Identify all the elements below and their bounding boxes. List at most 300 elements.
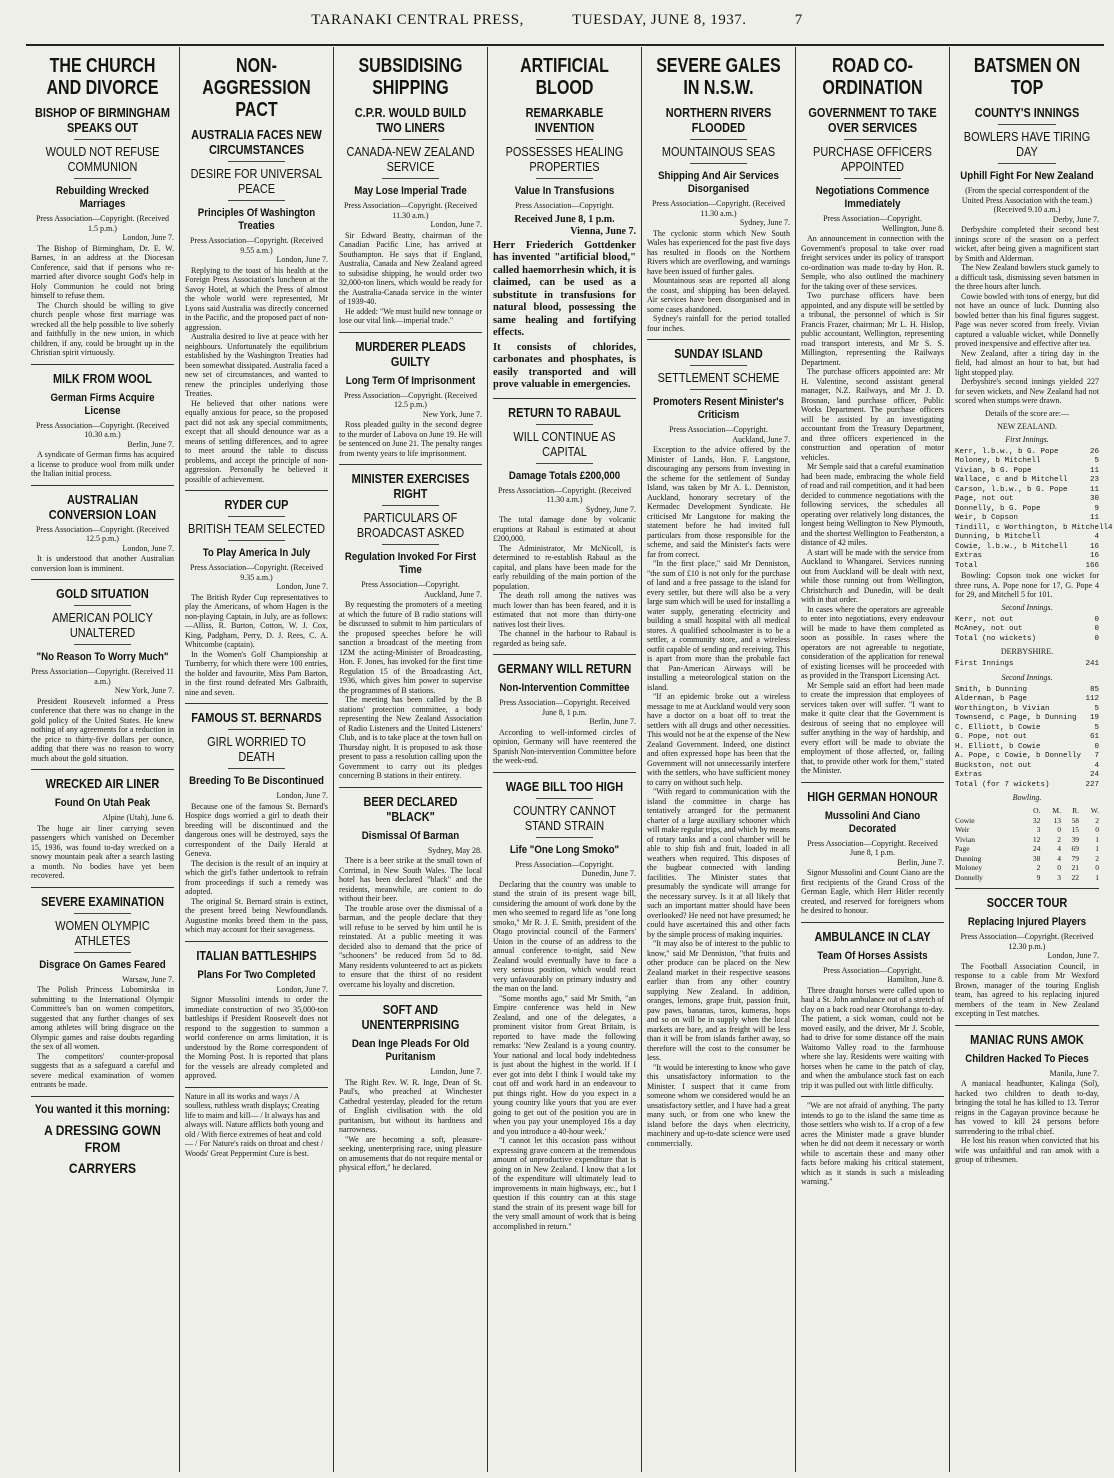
subheadline: Principles Of Washington Treaties bbox=[197, 207, 316, 232]
headline: AUSTRALIAN CONVERSION LOAN bbox=[48, 491, 157, 522]
headline: FAMOUS ST. BERNARDS bbox=[191, 710, 322, 725]
bowling-cell: Dunning bbox=[955, 853, 982, 863]
bowling-cell: 21 bbox=[1071, 863, 1080, 872]
article-separator bbox=[955, 1025, 1099, 1026]
subheadline: Damage Totals £200,000 bbox=[508, 469, 621, 482]
headline: WRECKED AIR LINER bbox=[45, 776, 160, 791]
article-paragraph: It is understood that another Australian conversion loan is imminent. bbox=[31, 554, 174, 573]
bowling-cell: 9 bbox=[1036, 872, 1041, 882]
bowling-cell: Cowie bbox=[955, 815, 975, 825]
article-separator bbox=[31, 769, 174, 770]
batting-row bbox=[955, 752, 1099, 762]
subheadline: WILL CONTINUE AS CAPITAL bbox=[513, 428, 616, 459]
batsman-name: Donnelly, b G. Pope bbox=[955, 504, 1041, 513]
batsman-runs: 4 bbox=[1108, 523, 1113, 532]
bowling-cell: 79 bbox=[1071, 853, 1080, 863]
bowling-cell: 12 bbox=[1032, 834, 1041, 844]
subheadline: WOULD NOT REFUSE COMMUNION bbox=[45, 144, 160, 174]
dateline: London, June 7. bbox=[276, 791, 328, 800]
bowling-header-row bbox=[955, 806, 1099, 816]
bowling-cell: 69 bbox=[1071, 844, 1080, 853]
batting-row bbox=[955, 543, 1099, 553]
bowling-cell: 4 bbox=[1057, 853, 1061, 863]
dateline: London, June 7. bbox=[430, 1067, 482, 1076]
subheadline: Long Term Of Imprisonment bbox=[345, 374, 476, 387]
subheadline: NORTHERN RIVERS FLOODED bbox=[665, 105, 772, 135]
divider bbox=[74, 952, 131, 953]
subheadline: PARTICULARS OF BROADCAST ASKED bbox=[356, 510, 465, 540]
headline: HIGH GERMAN HONOUR bbox=[807, 788, 938, 804]
credit-line: Press Association—Copyright. Received June 8, 1 p.m. bbox=[499, 698, 630, 717]
article-paragraph: New Zealand, after a tiring day in the field, had almost an hour to bat, but had light stopped play. bbox=[955, 348, 1099, 377]
bowling-cell: 24 bbox=[1032, 844, 1041, 853]
batting-row bbox=[955, 625, 1099, 635]
article-separator bbox=[339, 332, 482, 333]
dateline: Manila, June 7. bbox=[1049, 1068, 1099, 1078]
bowling-header-cell: R. bbox=[1072, 806, 1080, 815]
divider bbox=[690, 163, 747, 164]
divider bbox=[228, 768, 285, 769]
divider bbox=[690, 389, 747, 390]
lead-paragraph: It consists of chlorides, carbonates and phosphates, is easily transported and will prove valuable in emergencies. bbox=[493, 341, 636, 390]
batting-row bbox=[955, 771, 1099, 781]
column-2 bbox=[180, 47, 334, 1472]
divider bbox=[536, 463, 593, 464]
article-paragraph: A syndicate of German firms has acquired a license to produce wool from milk under the Italian initial process. bbox=[31, 450, 174, 478]
bowling-cell: Donnelly bbox=[955, 872, 983, 882]
batsman-name: Cowie, l.b.w., b Mitchell bbox=[955, 542, 1068, 551]
received-line: Received June 8, 1 p.m. bbox=[514, 213, 615, 225]
headline: SOCCER TOUR bbox=[986, 895, 1068, 910]
bowling-cell: Moloney bbox=[955, 863, 983, 872]
column-7 bbox=[950, 47, 1113, 1472]
credit-line: Press Association—Copyright. (Received 9.55 a.m.) bbox=[189, 236, 324, 255]
batsman-name: Alderman, b Page bbox=[955, 695, 1028, 703]
batting-row bbox=[955, 505, 1099, 515]
total-value: 166 bbox=[1085, 561, 1099, 570]
article-paragraph: A start will be made with the service from Auckland to Whangarei. Services running out from Auckland will be dealt with next, while those running out from Wellington, Christchurch and Dunedin, will be dealt with in that order. bbox=[801, 547, 944, 604]
subheadline: COUNTRY CANNOT STAND STRAIN bbox=[513, 802, 616, 833]
bowling-cell: 4 bbox=[1057, 844, 1061, 853]
divider bbox=[74, 605, 131, 606]
headline: AMBULANCE IN CLAY bbox=[814, 928, 931, 944]
batting-row bbox=[955, 552, 1099, 562]
total-row bbox=[955, 660, 1099, 670]
bowling-header-cell: M. bbox=[1052, 806, 1061, 815]
subheadline: BOWLERS HAVE TIRING DAY bbox=[963, 129, 1091, 159]
subheadline: Life "One Long Smoko" bbox=[509, 843, 620, 856]
total-label: Total bbox=[955, 561, 978, 570]
article-separator bbox=[185, 941, 328, 942]
batsman-name: Page, not out bbox=[955, 495, 1014, 503]
bowling-note: Bowling: Copson took one wicket for three runs, A. Pope none for 17, G. Pope 4 for 29, and Mitchell 5 for 101. bbox=[955, 571, 1099, 599]
bowling-cell: 3 bbox=[1057, 872, 1061, 882]
dateline: Wellington, June 8. bbox=[881, 223, 944, 233]
batsman-name: Worthington, b Vivian bbox=[955, 704, 1050, 713]
article-separator bbox=[493, 772, 636, 773]
article-separator bbox=[185, 1087, 328, 1088]
batsman-name: C. Elliott, b Cowie bbox=[955, 723, 1041, 732]
article-separator bbox=[31, 1096, 174, 1097]
column-4 bbox=[488, 47, 642, 1472]
bowling-body bbox=[955, 816, 1099, 883]
bowling-cell: 2 bbox=[1095, 853, 1099, 863]
article-separator bbox=[31, 485, 174, 486]
dateline: Sydney, May 28. bbox=[427, 845, 482, 855]
article-paragraph: Exception to the advice offered by the Minister of Lands, Hon. F. Langstone, discouraging any persons from investing in the scheme for the settlement of Sunday Island, was taken by Mr A. L. Denniston, Auckland, honorary secretary of the Kermadec Development Syndicate. He criticised Mr Langstone for making the statement before he had invited full particulars from those responsible for the scheme, and said the Minister's facts were far from correct. bbox=[647, 445, 790, 559]
paper-name: TARANAKI CENTRAL PRESS, bbox=[311, 12, 524, 28]
bowling-header-cell: W. bbox=[1090, 806, 1099, 815]
article-separator bbox=[31, 579, 174, 580]
subheadline: Regulation Invoked For First Time bbox=[344, 551, 477, 576]
dateline: Berlin, June 7. bbox=[589, 717, 636, 726]
bowling-row bbox=[955, 825, 1099, 835]
dateline: Auckland, June 7. bbox=[732, 434, 790, 444]
article-paragraph: The Right Rev. W. R. Inge, Dean of St. Paul's, who preached at Winchester Cathedral yesterday, pleaded for the return of English civilisation with the old puritanism, but without its hardness and narrowness. bbox=[339, 1077, 482, 1134]
article-separator bbox=[801, 1096, 944, 1097]
subheadline: Children Hacked To Pieces bbox=[965, 1052, 1089, 1065]
divider bbox=[228, 161, 285, 162]
article-paragraph: By requesting the promoters of a meeting at which the future of B radio stations will be discussed to submit to him particulars of the proposed speeches before he will sanction a broadcast of the meeting from 1ZM the acting-Minister of Broadcasting, Hon. F. Jones, has invoked for the first time Regulation 15 of the Broadcasting Act, 1936, which gives him power to supervise the programmes of B stations. bbox=[339, 600, 482, 695]
dateline: London, June 7. bbox=[122, 543, 174, 553]
article-separator bbox=[339, 995, 482, 996]
bowling-table bbox=[955, 806, 1099, 882]
subheadline: German Firms Acquire License bbox=[50, 391, 155, 417]
article-paragraph: Mr Semple said an effort had been made to create the impression that employees of services taken over will suffer. "I want to make it quite clear that the Government is desirous of seeing that no employee will suffer anything in the way of hardship, and every effort will be made to obviate the employment of those affected, or, failing that, to provide other work for them," stated the Minister. bbox=[801, 680, 944, 775]
batting-row bbox=[955, 686, 1099, 696]
bowling-cell: 1 bbox=[1095, 834, 1099, 844]
batsman-name: Extras bbox=[955, 771, 983, 779]
subheadline: C.P.R. WOULD BUILD TWO LINERS bbox=[354, 105, 467, 135]
subheadline: CANADA-NEW ZEALAND SERVICE bbox=[346, 144, 475, 174]
total-row bbox=[955, 562, 1099, 572]
credit-line: Press Association—Copyright. bbox=[515, 201, 614, 210]
subheadline: GOVERNMENT TO TAKE OVER SERVICES bbox=[808, 105, 937, 135]
batsman-runs: 85 bbox=[1089, 685, 1099, 694]
dateline: London, June 7. bbox=[430, 220, 482, 229]
batsman-name: Carson, l.b.w., b G. Pope bbox=[955, 485, 1068, 494]
divider bbox=[74, 178, 131, 179]
divider bbox=[998, 124, 1056, 125]
headline: SEVERE EXAMINATION bbox=[41, 893, 164, 909]
headline: GOLD SITUATION bbox=[56, 586, 149, 601]
batsman-name: Kerr, l.b.w., b G. Pope bbox=[955, 447, 1059, 456]
batsman-name: G. Pope, not out bbox=[955, 733, 1028, 741]
bowling-cell: 13 bbox=[1053, 815, 1061, 825]
batsman-runs: 7 bbox=[1094, 752, 1099, 760]
subheadline: MOUNTAINOUS SEAS bbox=[661, 144, 776, 159]
dateline: Berlin, June 7. bbox=[127, 439, 174, 449]
bowling-row bbox=[955, 844, 1099, 854]
article-paragraph: The British Ryder Cup representatives to play the Americans, of whom Hagen is the non-playing Captain, in July, are as follows:—Alliss, R. Burton, Cotton, W. J. Cox, King, Padgham, Perry, D. J. Rees, C. A. Whitcombe (captain). bbox=[185, 592, 328, 649]
headline: RETURN TO RABAUL bbox=[508, 404, 621, 420]
subheadline: SETTLEMENT SCHEME bbox=[657, 370, 780, 385]
subheadline: May Lose Imperial Trade bbox=[354, 185, 467, 197]
article-paragraph: The death roll among the natives was much lower than has been feared, and it is estimated that not more than thirty-one natives lost their lives. bbox=[493, 591, 636, 629]
batsman-name: Tindill, c Worthington, b Mitchell bbox=[955, 523, 1109, 532]
bowling-cell: 58 bbox=[1071, 815, 1080, 825]
article-separator bbox=[647, 339, 790, 340]
article-paragraph: "We are not afraid of anything. The party intends to go to the island the same time as those settlers who wish to. If a crop of a few acres the Minister made a grave blunder when he did not deem it necessary or worth while to ascertain these and many other facts before making his critical statement, which as it stands is such a misleading warning." bbox=[801, 1101, 944, 1186]
divider bbox=[74, 644, 131, 645]
divider bbox=[74, 139, 131, 140]
divider bbox=[844, 178, 901, 179]
dateline: Alpine (Utah), June 6. bbox=[102, 813, 174, 822]
batting-row bbox=[955, 743, 1099, 753]
divider bbox=[228, 729, 285, 730]
advert-line: A DRESSING GOWN FROM bbox=[44, 1121, 161, 1155]
article-paragraph: The trouble arose over the dismissal of a barman, and the people declare that they will refuse to be served by him until he is reinstated. At a public meeting it was decided also to demand that the price of "schooners" be reduced from 5d to 8d. Many residents volunteered to act as pickets to ensure that the thirst of no resident overcame his loyalty and discretion. bbox=[339, 903, 482, 989]
batsman-runs: 5 bbox=[1094, 704, 1099, 713]
batting-row bbox=[955, 457, 1099, 467]
article-paragraph: The Football Association Council, in response to a cable from Mr Wexford Brown, manager of the touring English team, has agreed to his replacing injured members of the team in New Zealand excepting in Test matches. bbox=[955, 961, 1099, 1018]
article-paragraph: The Church should be willing to give church people whose first marriage was wrecked all the help possible to live soberly and faithfully in the new union, in which children, if any, could be brought up in the Christian spirit virtuously. bbox=[31, 300, 174, 357]
nz-batting-list bbox=[955, 447, 1113, 562]
credit-line: Press Association—Copyright. (Received 10.30 a.m.) bbox=[35, 420, 170, 439]
bowling-row bbox=[955, 854, 1099, 864]
subheadline: "No Reason To Worry Much" bbox=[36, 651, 169, 663]
batting-row bbox=[955, 448, 1099, 458]
batsman-runs: 0 bbox=[1094, 625, 1099, 633]
batsman-name: A. Pope, c Cowie, b Donnelly bbox=[955, 752, 1082, 760]
article-paragraph: Two purchase officers have been appointed, and any dispute will be settled by a tribunal, the personnel of which is Sir Francis Frazer, chairman; Mr L. H. Hislop, public accountant, Wellington, representing road transport interests, and Mr S. S. Millington, representing the Railways Department. bbox=[801, 291, 944, 367]
article-paragraph: Derbyshire completed their second best innings score of the season on a perfect wicket, after being given a magnificent start by Smith and Alderman. bbox=[955, 225, 1099, 263]
total-label: First Innings bbox=[955, 660, 1014, 668]
article-separator bbox=[801, 922, 944, 923]
subheadline: Dismissal Of Barman bbox=[361, 829, 460, 842]
divider bbox=[536, 178, 593, 179]
batsman-name: Smith, b Dunning bbox=[955, 685, 1028, 694]
batting-row bbox=[955, 476, 1099, 486]
batsman-name: Extras bbox=[955, 552, 983, 560]
article-paragraph: The original St. Bernard strain is extinct, the present breed being Newfoundlands. Augustine monks breed them in the pass, which may account for their savageness. bbox=[185, 896, 328, 934]
batting-row bbox=[955, 467, 1099, 477]
bowling-row bbox=[955, 873, 1099, 883]
subheadline: Uphill Fight For New Zealand bbox=[960, 170, 1094, 182]
subheadline: Replacing Injured Players bbox=[967, 916, 1087, 928]
bowling-cell: 0 bbox=[1057, 825, 1061, 834]
page-number: 7 bbox=[794, 12, 803, 28]
bowling-heading: Bowling. bbox=[1012, 793, 1042, 802]
headline: BEER DECLARED "BLACK" bbox=[363, 793, 458, 824]
batsman-runs: 11 bbox=[1089, 485, 1099, 494]
article-paragraph: The decision is the result of an inquiry at which the girl's father undertook to refrain from proceedings if such a remedy was adopted. bbox=[185, 858, 328, 896]
divider bbox=[998, 163, 1056, 164]
headline: MINISTER EXERCISES RIGHT bbox=[351, 471, 470, 501]
article-separator bbox=[31, 887, 174, 888]
bowling-cell: 32 bbox=[1032, 815, 1041, 825]
subheadline: POSSESSES HEALING PROPERTIES bbox=[505, 144, 624, 174]
article-separator bbox=[955, 888, 1099, 889]
batting-row bbox=[955, 714, 1099, 724]
subheadline: AMERICAN POLICY UNALTERED bbox=[52, 610, 153, 640]
divider bbox=[382, 505, 439, 506]
team-heading: DERBYSHIRE. bbox=[1000, 647, 1054, 656]
credit-line: Press Association—Copyright. bbox=[823, 965, 922, 975]
credit-line: Press Association—Copyright. bbox=[669, 425, 768, 434]
total-row bbox=[955, 781, 1099, 791]
subheadline: Promoters Resent Minister's Criticism bbox=[653, 396, 784, 421]
advert-line: You wanted it this morning: bbox=[34, 1101, 171, 1116]
article-separator bbox=[185, 703, 328, 704]
subheadline: DESIRE FOR UNIVERSAL PEACE bbox=[190, 166, 323, 196]
batting-row bbox=[955, 495, 1099, 505]
article-paragraph: He added: "We must build new tonnage or lose our vital link—imperial trade." bbox=[339, 306, 482, 325]
article-paragraph: The total damage done by volcanic eruptions at Rabaul is estimated at about £200,000. bbox=[493, 515, 636, 543]
article-paragraph: "We are becoming a soft, pleasure-seeking, unenterprising race, using pleasure on amusements that do not require mental or physical effort," he declared. bbox=[339, 1134, 482, 1172]
credit-line: Press Association—Copyright. bbox=[361, 580, 460, 589]
batsman-runs: 0 bbox=[1094, 615, 1099, 624]
batsman-name: McAney, not out bbox=[955, 625, 1023, 633]
credit-line: Press Association—Copyright. (Received 1.5 p.m.) bbox=[35, 214, 170, 233]
column-5 bbox=[642, 47, 796, 1472]
article-paragraph: Australia desired to live at peace with her neighbours. Unfortunately the equilibrium established by the Washington Treaties had been somewhat dissipated. Australia faced a new set of circumstances, and wanted to renew the principles underlying those Treaties. bbox=[185, 332, 328, 398]
batting-row bbox=[955, 616, 1099, 626]
bowling-cell: 2 bbox=[1036, 863, 1041, 872]
article-paragraph: There is a beer strike at the small town of Corrimal, in New South Wales. The local hotel has been declared "black" and the residents, meanwhile, are content to do without their beer. bbox=[339, 856, 482, 903]
divider bbox=[228, 516, 285, 517]
batsman-name: Vivian, b G. Pope bbox=[955, 466, 1032, 475]
headline: MILK FROM WOOL bbox=[53, 370, 152, 386]
credit-line: Press Association—Copyright. bbox=[515, 859, 614, 869]
scores-title: Details of the score are:— bbox=[985, 408, 1069, 418]
subheadline: PURCHASE OFFICERS APPOINTED bbox=[813, 144, 932, 174]
subheadline: REMARKABLE INVENTION bbox=[525, 105, 604, 135]
batsman-runs: 5 bbox=[1094, 723, 1099, 732]
dateline: Auckland, June 7. bbox=[424, 589, 482, 599]
credit-line: Press Association—Copyright. (Received 12.30 p.m.) bbox=[960, 932, 1094, 951]
bowling-cell: Page bbox=[955, 844, 970, 853]
bowling-cell: 1 bbox=[1095, 844, 1099, 853]
subheadline: Non-Intervention Committee bbox=[499, 682, 630, 694]
total-label: Total (for 7 wickets) bbox=[955, 780, 1050, 789]
innings-heading: Second Innings. bbox=[1001, 602, 1053, 612]
divider bbox=[228, 200, 285, 201]
article-paragraph: Mr Semple said that a careful examination had been made, embracing the whole field of road and rail competition, and it had been decided to commence negotiations with the following services, the schedules all operating over relatively long distances, the longest being Wellington to New Plymouth, and the shortest Wellington to Featherston, a distance of 42 miles. bbox=[801, 462, 944, 547]
batsman-runs: 16 bbox=[1089, 542, 1099, 551]
subheadline: BRITISH TEAM SELECTED bbox=[188, 521, 325, 536]
bowling-cell: 2 bbox=[1095, 815, 1099, 825]
credit-line: Press Association—Copyright. (Received 11.30 a.m.) bbox=[497, 485, 632, 504]
advert-verse: Nature in all its works and ways / A soulless, ruthless wrath displays; Creating life to maim and kill— / It always has and always will. Nature afflicts both young and old / With fierce extremes of heat and cold— / For Nature's raids on throat and chest / Woods' Great Peppermint Cure is best. bbox=[185, 1091, 324, 1158]
batting-row bbox=[955, 724, 1099, 734]
article-paragraph: "I cannot let this occasion pass without expressing grave concern at the tremendous amount of unproductive expenditure that is going on in New Zealand. I know that a lot of the expenditure will ultimately lead to improvements in main highways, etc., but I question if this country can at this stage stand the strain of its present wage bill for the very small amount of work that is being accomplished in return." bbox=[493, 1136, 636, 1231]
article-paragraph: The Polish Princess Lubomirska in submitting to the International Olympic Committee's ban on women competitors, suggested that any further changes of sex among athletes will bring disgrace on the Olympic games and raise doubts regarding the sex of all women. bbox=[31, 985, 174, 1051]
total-label: Total (no wickets) bbox=[955, 634, 1037, 643]
subheadline: BISHOP OF BIRMINGHAM SPEAKS OUT bbox=[34, 105, 171, 135]
headline: ARTIFICIAL BLOOD bbox=[520, 55, 609, 99]
batsman-runs: 24 bbox=[1089, 771, 1099, 779]
article-separator bbox=[339, 464, 482, 465]
article-paragraph: The competitors' counter-proposal suggests that as a safeguard a careful and severe medical examination of women entrants be made. bbox=[31, 1051, 174, 1089]
headline: SEVERE GALES IN N.S.W. bbox=[656, 55, 781, 99]
credit-line: Press Association—Copyright. (Received 11.30 a.m.) bbox=[651, 199, 786, 218]
headline: THE CHURCH AND DIVORCE bbox=[46, 55, 159, 99]
column-3 bbox=[334, 47, 488, 1472]
article-paragraph: The Administrator, Mr McNicoll, is determined to re-establish Rabaul as the capital, and plans have been made for the early rebuilding of the main portion of the population. bbox=[493, 543, 636, 591]
bowling-cell: 15 bbox=[1071, 825, 1080, 834]
advert-line: CARRYERS bbox=[68, 1159, 137, 1176]
headline: MANIAC RUNS AMOK bbox=[970, 1031, 1084, 1047]
batsman-name: Townsend, c Page, b Dunning bbox=[955, 714, 1077, 722]
headline: WAGE BILL TOO HIGH bbox=[505, 778, 624, 794]
credit-line: Press Association—Copyright. (Received 12.5 p.m.) bbox=[35, 524, 170, 543]
batsman-runs: 11 bbox=[1089, 514, 1099, 522]
credit-line: Press Association—Copyright. bbox=[823, 214, 922, 223]
article-paragraph: In the Women's Golf Championship at Turnberry, for which there were 100 entries, the holder and favourite, Miss Pam Barton, in the first round defeated Mrs Galbraith, nine and seven. bbox=[185, 649, 328, 697]
team-heading: NEW ZEALAND. bbox=[997, 421, 1057, 431]
article-paragraph: According to well-informed circles of opinion, Germany will have reentered the Spanish Non-intervention Committee before the week-end. bbox=[493, 727, 636, 765]
subheadline: Disgrace On Games Feared bbox=[39, 958, 166, 971]
column-6 bbox=[796, 47, 950, 1472]
article-paragraph: The channel in the harbour to Rabaul is regarded as being safe. bbox=[493, 629, 636, 648]
article-paragraph: "In the first place," said Mr Denniston, "the sum of £10 is not only for the purchase of land and a free passage to the island for every settler, but there will also be a very large sum which will be used for installing a water supply, generating electricity and building a small hospital with all medical stores. A qualified schoolmaster is to be a settler, a community store, and a wireless outfit capable of sending and receiving. This is apart from more than the probable fact that Pan-American Airways will be installing a meteorological station on the island. bbox=[647, 559, 790, 692]
batting-row bbox=[955, 762, 1099, 772]
divider bbox=[536, 837, 593, 838]
total-value: 227 bbox=[1085, 780, 1099, 789]
divider bbox=[690, 139, 747, 140]
article-paragraph: He lost his reason when convicted that his wife was unfaithful and ran amok with a group of tribesmen. bbox=[955, 1136, 1099, 1164]
bowling-header-cell bbox=[955, 806, 1022, 816]
bowling-cell: 0 bbox=[1095, 863, 1099, 872]
headline: SUNDAY ISLAND bbox=[674, 346, 763, 361]
divider bbox=[844, 139, 901, 140]
batsman-name: Wallace, c and b Mitchell bbox=[955, 476, 1068, 484]
divider bbox=[228, 540, 285, 541]
article-paragraph: Derbyshire's second innings yielded 227 for seven wickets, and New Zealand had not scored when stumps were drawn. bbox=[955, 377, 1099, 405]
dateline: London, June 7. bbox=[276, 255, 328, 264]
headline: BATSMEN ON TOP bbox=[973, 55, 1081, 99]
masthead bbox=[0, 0, 1114, 40]
divider bbox=[690, 365, 747, 366]
headline: ITALIAN BATTLESHIPS bbox=[196, 947, 317, 963]
batsman-runs: 4 bbox=[1094, 533, 1099, 541]
dateline: New York, June 7. bbox=[422, 409, 482, 419]
headline: NON-AGGRESSION PACT bbox=[202, 55, 311, 121]
masthead-rule bbox=[26, 44, 1104, 46]
bowling-cell: 39 bbox=[1071, 834, 1080, 844]
article-paragraph: "Some months ago," said Mr Smith, "an Empire conference was held in New Zealand, and one of the delegates, a prominent visitor from Great Britain, is reported to have made the following remarks: 'New Zealand is a young country. Your national and local body indebtedness is just about the highest in the world. If I ever got into debt I think I would take my coat off and work hard in an endeavour to put things right. How do you expect in a young country like yours that you are ever going to get out of the position you are in when you pay your unemployed 16s a day and you introduce a 40-hour week.' bbox=[493, 993, 636, 1136]
article-paragraph: President Roosevelt informed a Press conference that there was no change in the gold policy of the United States. He knew nothing of any agreements for a reduction in the price to thirty-five dollars per ounce, adding that there was no reason to worry much about the gold situation. bbox=[31, 696, 174, 763]
batsman-runs: 0 bbox=[1094, 742, 1099, 751]
article-separator bbox=[185, 490, 328, 491]
article-paragraph: Mountainous seas are reported all along the coast, and shipping has been delayed. Air services have been disorganised and in some cases abandoned. bbox=[647, 276, 790, 314]
subheadline: Plans For Two Completed bbox=[197, 968, 316, 981]
article-paragraph: A maniacal headhunter, Kalinga (Sol), hacked two children to death to-day, bringing the total he has killed to 13. Terror reigns in the Cagayan province because he has vowed to kill 24 persons before surrendering to the tribal chief. bbox=[955, 1079, 1099, 1136]
article-separator bbox=[339, 787, 482, 788]
article-paragraph: Because one of the famous St. Bernard's Hospice dogs worried a girl to death their breeding will be discontinued and the dangerous ones will be destroyed, says the correspondent of the Daily Herald at Geneva. bbox=[185, 801, 328, 858]
batsman-name: H. Elliott, b Cowie bbox=[955, 742, 1041, 751]
subheadline: COUNTY'S INNINGS bbox=[974, 105, 1080, 120]
subheadline: To Play America In July bbox=[202, 547, 311, 559]
derby-batting-list bbox=[955, 686, 1099, 781]
subheadline: AUSTRALIA FACES NEW CIRCUMSTANCES bbox=[191, 127, 322, 157]
dateline: Berlin, June 7. bbox=[897, 857, 944, 867]
innings-heading: First Innings. bbox=[1005, 434, 1049, 444]
batsman-name: Moloney, b Mitchell bbox=[955, 457, 1041, 465]
article-paragraph: Replying to the toast of his health at the Foreign Press Association's luncheon at the Savoy Hotel, at which the Press of almost the whole world were represented, Mr Lyons said Australia was directly concerned in the Pacific, and the proposed pact of non-aggression. bbox=[185, 265, 328, 332]
divider bbox=[536, 424, 593, 425]
article-separator bbox=[31, 364, 174, 365]
headline: RYDER CUP bbox=[224, 497, 289, 512]
batsman-runs: 5 bbox=[1094, 457, 1099, 465]
total-value: 0 bbox=[1094, 634, 1099, 643]
dateline: London, June 7. bbox=[276, 984, 328, 994]
dateline: London, June 7. bbox=[1047, 951, 1099, 960]
article-paragraph: He believed that other nations were equally anxious for peace, so the proposed pact did not ask any special commitments, except that all should denounce war as a means of settling differences, and to agree to meet around the table to discuss problems, and accept the principle of non-aggression. Personally he believed it possible of achievement. bbox=[185, 398, 328, 484]
batsman-runs: 16 bbox=[1089, 552, 1099, 560]
subheadline: Dean Inge Pleads For Old Puritanism bbox=[351, 1038, 470, 1063]
